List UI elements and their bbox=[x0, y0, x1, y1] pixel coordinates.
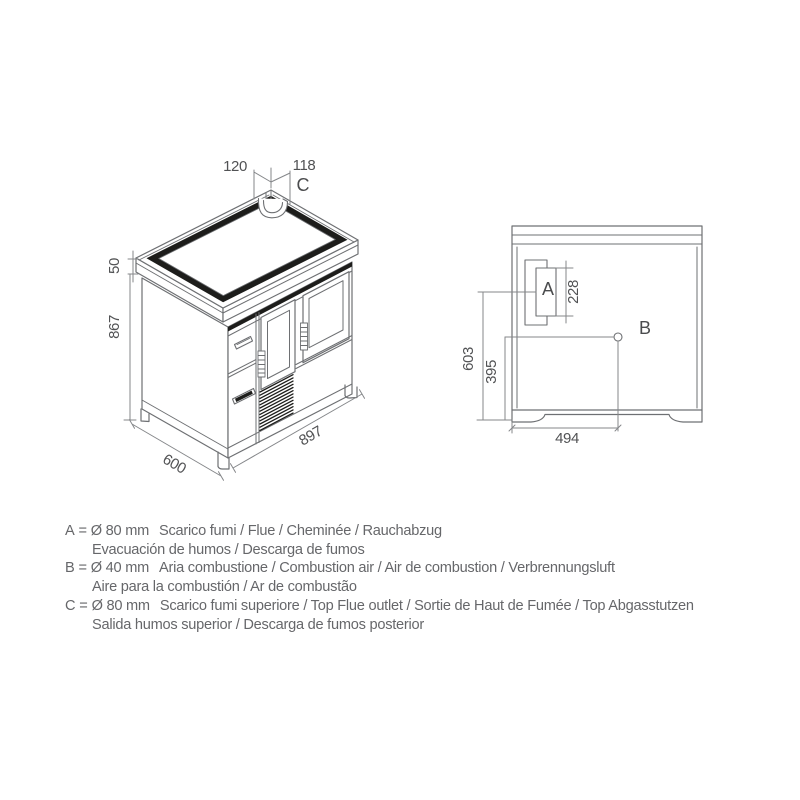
firebox-door-hinge bbox=[258, 351, 265, 377]
dim-118: 118 bbox=[292, 157, 316, 174]
legend-b-text2: Aire para la combustión / Ar de combustão bbox=[92, 579, 357, 596]
dim-897: 897 bbox=[296, 422, 326, 450]
dim-120: 120 bbox=[223, 158, 247, 175]
legend-c-eq: = bbox=[79, 597, 88, 614]
dim-600: 600 bbox=[159, 450, 189, 478]
legend-item-a bbox=[65, 522, 765, 559]
legend-b-diameter: Ø 40 mm bbox=[90, 560, 150, 577]
legend-a-text: Scarico fumi / Flue / Cheminée / Rauchabzug bbox=[159, 523, 442, 539]
dim-group-867 bbox=[124, 274, 136, 420]
label-b: B bbox=[638, 318, 652, 338]
legend-item-b bbox=[65, 559, 765, 596]
legend-b-eq: = bbox=[78, 560, 87, 577]
air-inlet bbox=[614, 333, 622, 341]
legend-a-id: A bbox=[65, 523, 75, 539]
dim-50: 50 bbox=[106, 258, 123, 274]
rear-plinth bbox=[512, 410, 702, 422]
dim-494: 494 bbox=[555, 430, 579, 447]
legend-a-text2: Evacuación de humos / Descarga de fumos bbox=[92, 541, 365, 558]
legend-b-id: B bbox=[65, 560, 75, 577]
oven-door-hinge bbox=[301, 323, 308, 350]
dim-603: 603 bbox=[460, 347, 477, 371]
label-a: A bbox=[541, 279, 555, 299]
legend-c-text2: Salida humos superior / Descarga de fumos posterior bbox=[92, 616, 424, 633]
connection-legend bbox=[65, 522, 765, 634]
rear-view bbox=[460, 226, 702, 447]
legend-c-diameter: Ø 80 mm bbox=[91, 597, 150, 614]
legend-c-text: Scarico fumi superiore / Top Flue outlet / Sortie de Haut de Fumée / Top Abgasstutzen bbox=[159, 597, 694, 614]
isometric-view bbox=[106, 157, 365, 480]
label-c: C bbox=[296, 175, 310, 195]
legend-c-id: C bbox=[65, 597, 76, 614]
legend-a-eq: = bbox=[78, 523, 87, 539]
legend-a-diameter: Ø 80 mm bbox=[90, 523, 150, 539]
dim-867: 867 bbox=[106, 315, 123, 339]
dim-228: 228 bbox=[565, 280, 582, 304]
dim-395: 395 bbox=[483, 360, 500, 384]
legend-b-text: Aria combustione / Combustion air / Air de combustion / Verbrennungsluft bbox=[159, 560, 615, 577]
legend-item-c bbox=[65, 597, 765, 634]
